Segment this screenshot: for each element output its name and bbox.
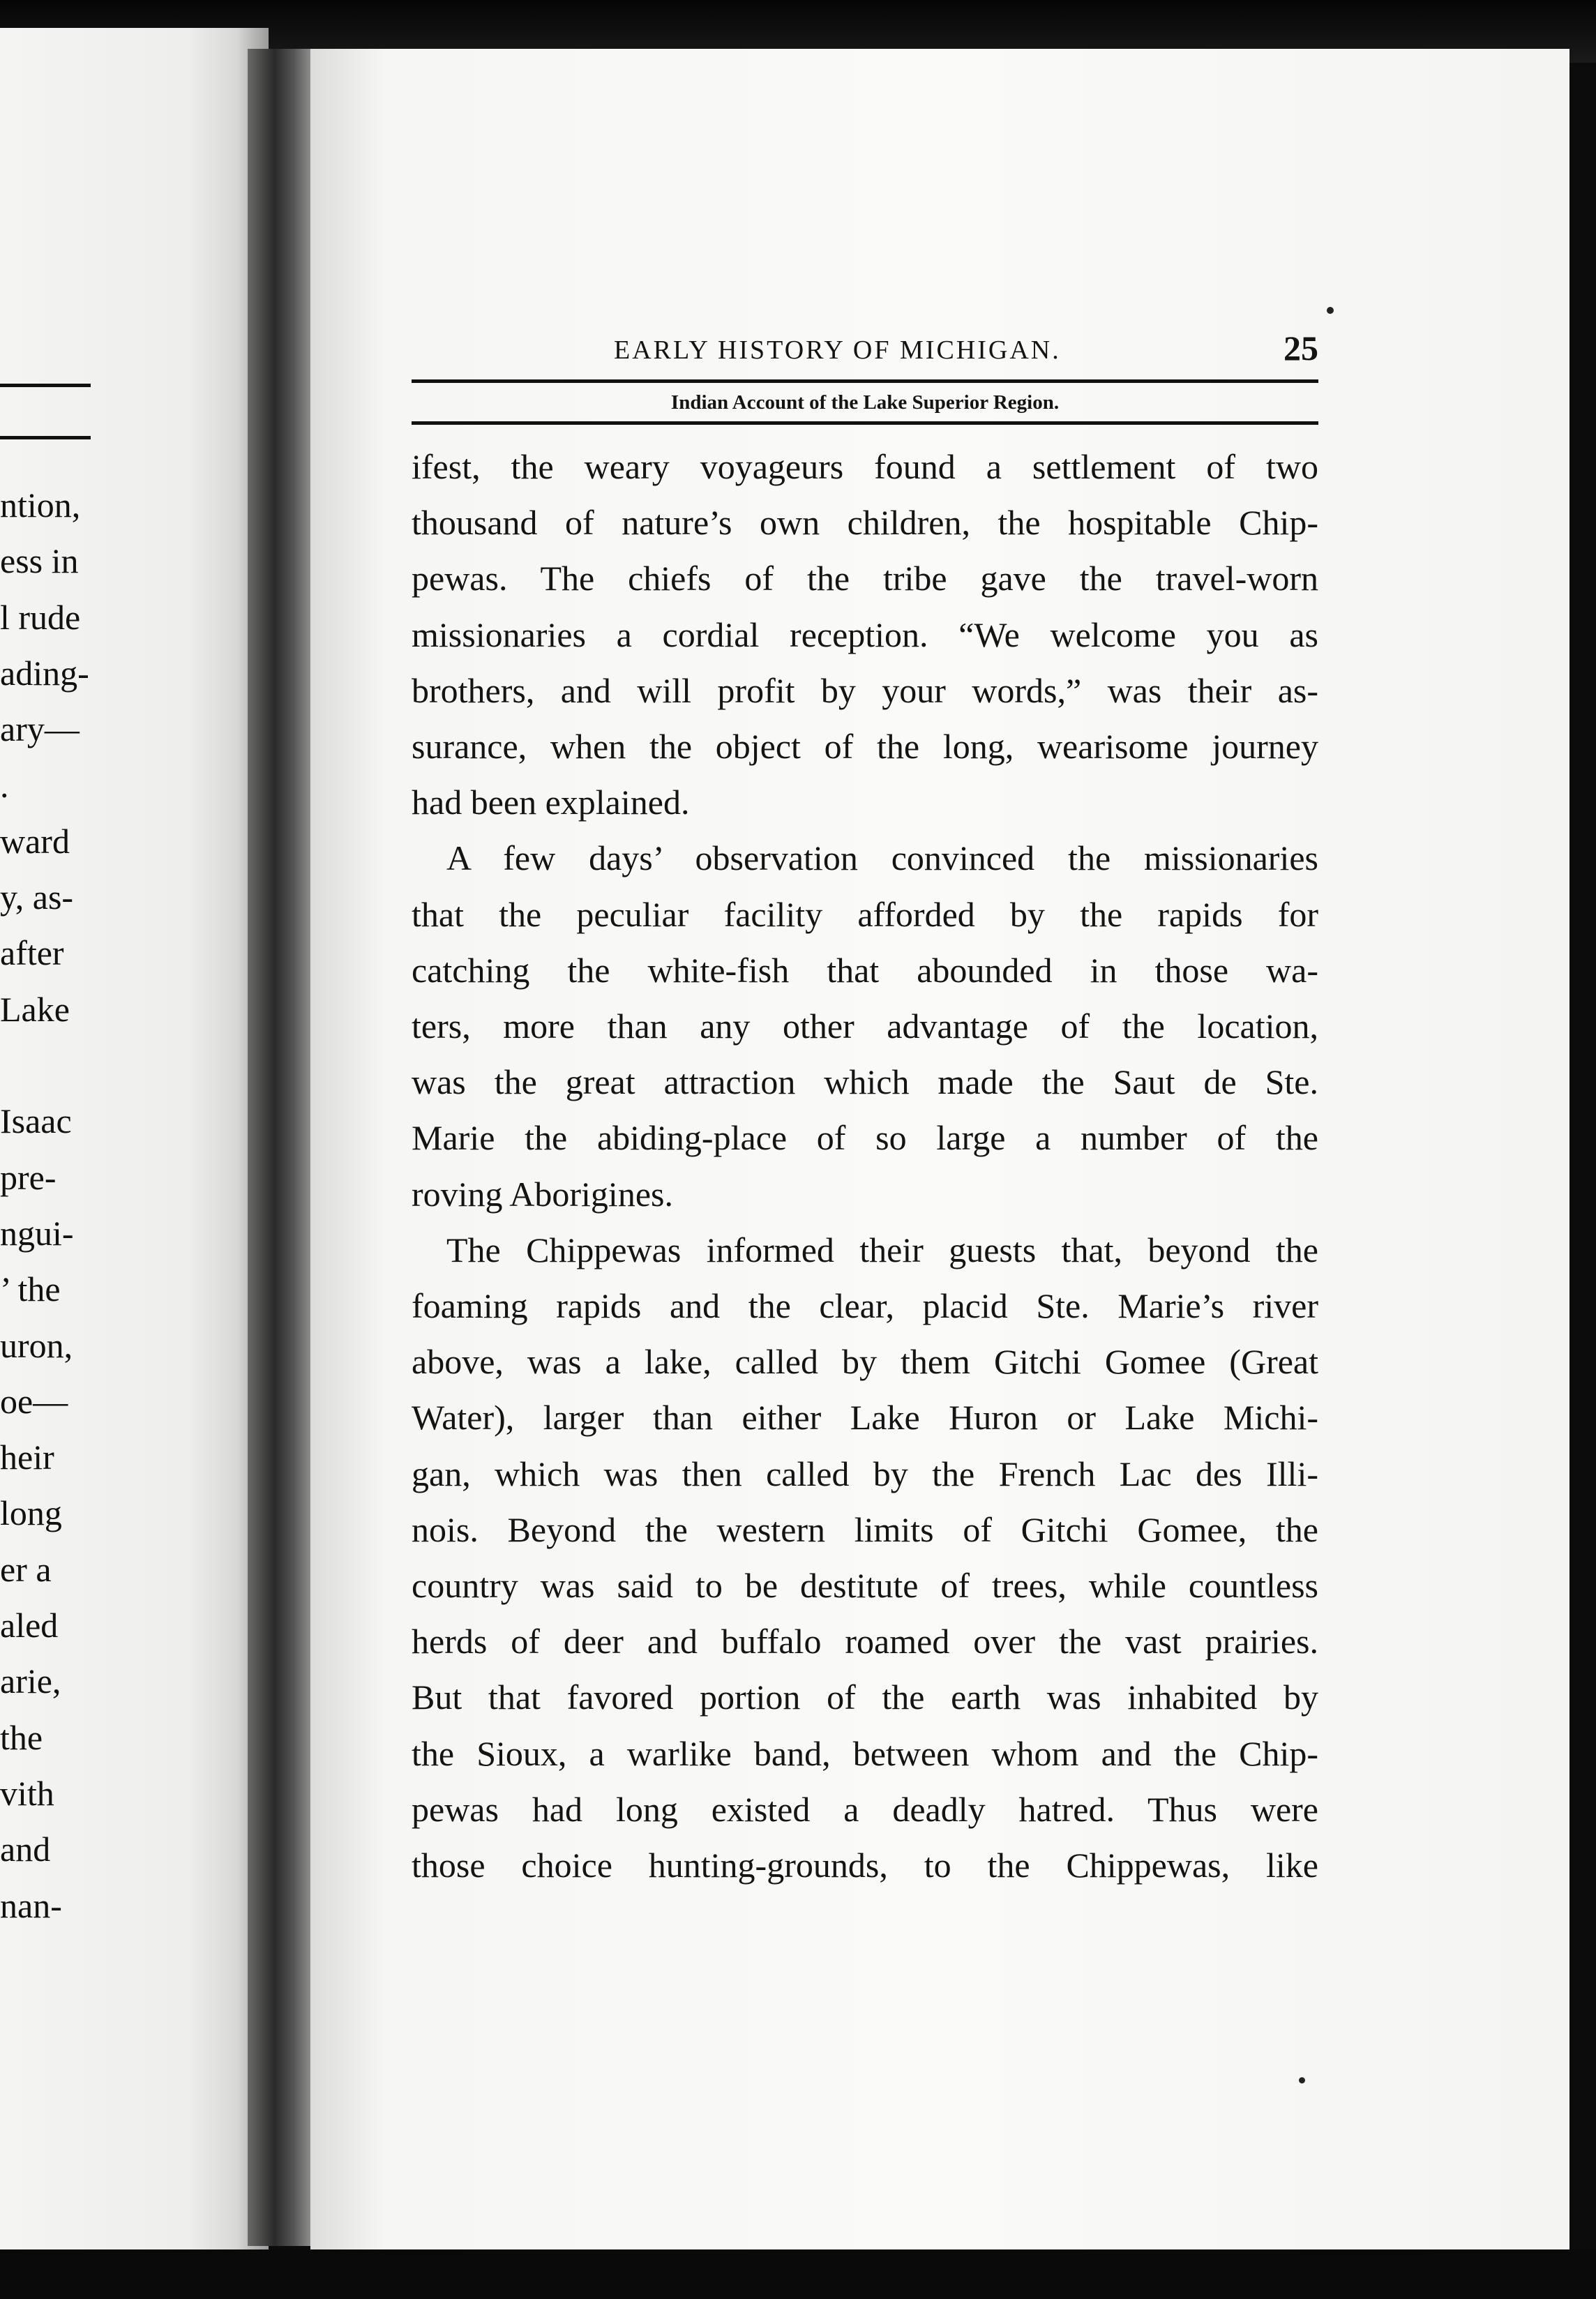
left-page-text-column	[0, 28, 269, 2253]
left-page-line: ess in	[0, 541, 79, 581]
left-page-line: and	[0, 1830, 51, 1869]
text-line: thousand of nature’s own children, the hospitable Chip-	[412, 503, 1318, 543]
text-line: gan, which was then called by the French Lac des Illi-	[412, 1454, 1318, 1493]
text-line: that the peculiar facility afforded by the rapids for	[412, 894, 1318, 934]
running-head	[412, 328, 1318, 377]
ink-speck	[1299, 2077, 1305, 2083]
text-line: was the great attraction which made the Saut de Ste.	[412, 1062, 1318, 1102]
text-line: A few days’ observation convinced the missionaries	[446, 838, 1318, 878]
running-head-title: EARLY HISTORY OF MICHIGAN.	[614, 336, 1061, 365]
text-line: pewas had long existed a deadly hatred. Thus were	[412, 1789, 1318, 1829]
text-line: Water), larger than either Lake Huron or Lake Michi-	[412, 1398, 1318, 1438]
left-page-line: heir	[0, 1438, 54, 1477]
ink-speck	[1327, 307, 1334, 314]
left-page-line: l rude	[0, 597, 81, 637]
text-line: nois. Beyond the western limits of Gitchi Gomee, the	[412, 1509, 1318, 1549]
text-line: catching the white-fish that abounded in those wa-	[412, 950, 1318, 990]
text-line: Marie the abiding-place of so large a number of the	[412, 1118, 1318, 1158]
text-line: ifest, the weary voyageurs found a settlement of two	[412, 447, 1318, 486]
text-line: The Chippewas informed their guests that, beyond the	[446, 1230, 1318, 1269]
left-page-line: .	[0, 765, 9, 805]
left-page-line: Isaac	[0, 1101, 72, 1141]
text-line: brothers, and will profit by your words,” was their as-	[412, 670, 1318, 710]
left-page-line: ngui-	[0, 1213, 74, 1253]
header-rule-top	[412, 379, 1318, 383]
left-page-line: ward	[0, 821, 70, 861]
text-line: surance, when the object of the long, wearisome journey	[412, 727, 1318, 767]
left-page-line: uron,	[0, 1325, 73, 1365]
text-line: the Sioux, a warlike band, between whom and the Chip-	[412, 1733, 1318, 1773]
body-text	[412, 439, 1318, 1893]
text-line: herds of deer and buffalo roamed over the vast prairies.	[412, 1622, 1318, 1661]
text-line: pewas. The chiefs of the tribe gave the travel-worn	[412, 559, 1318, 598]
left-page-line: vith	[0, 1773, 54, 1813]
text-line: But that favored portion of the earth was inhabited by	[412, 1678, 1318, 1717]
left-page-fragment	[0, 28, 269, 2253]
text-line: roving Aborigines.	[412, 1174, 673, 1214]
left-page-line: long	[0, 1493, 62, 1533]
paragraph	[412, 1222, 1318, 1893]
header-rule-bottom	[412, 421, 1318, 425]
text-line: country was said to be destitute of trees, while countless	[412, 1566, 1318, 1606]
text-line: those choice hunting-grounds, to the Chippewas, like	[412, 1846, 1318, 1885]
left-page-line: Lake	[0, 989, 70, 1029]
left-page-line: ading-	[0, 653, 89, 693]
left-page-line: ntion,	[0, 485, 81, 525]
paragraph	[412, 439, 1318, 830]
left-page-line: er a	[0, 1549, 52, 1589]
text-line: had been explained.	[412, 783, 690, 822]
page-content	[412, 328, 1318, 1893]
left-page-line: aled	[0, 1606, 59, 1645]
left-page-line: pre-	[0, 1157, 57, 1197]
text-line: foaming rapids and the clear, placid Ste. Marie’s river	[412, 1286, 1318, 1326]
text-line: missionaries a cordial reception. “We welcome you as	[412, 615, 1318, 654]
left-page-line: after	[0, 933, 64, 973]
page-number: 25	[1283, 329, 1318, 368]
left-page-line: oe—	[0, 1381, 68, 1421]
left-page-line: arie,	[0, 1661, 61, 1701]
left-page-line: ’ the	[0, 1269, 61, 1309]
left-page-line: nan-	[0, 1885, 62, 1925]
left-page-line: y, as-	[0, 877, 74, 917]
text-line: ters, more than any other advantage of the location,	[412, 1007, 1318, 1046]
left-page-line: the	[0, 1717, 43, 1757]
paragraph	[412, 830, 1318, 1221]
section-subtitle: Indian Account of the Lake Superior Region.	[670, 391, 1060, 414]
scan-bottom-edge	[0, 2249, 1596, 2299]
left-page-line: ary—	[0, 709, 80, 749]
text-line: above, was a lake, called by them Gitchi Gomee (Great	[412, 1342, 1318, 1382]
